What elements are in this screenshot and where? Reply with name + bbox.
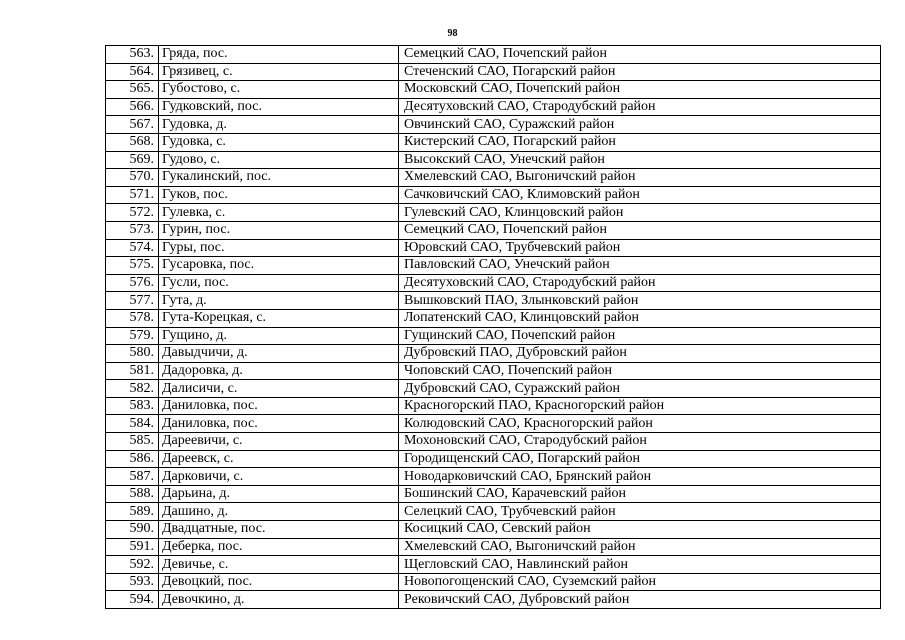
table-row xyxy=(106,345,881,363)
settlement-name: Гуков, пос. xyxy=(159,186,399,204)
settlement-name: Дарьина, д. xyxy=(159,485,399,503)
row-number: 581. xyxy=(106,362,159,380)
district-name: Новопогощенский САО, Суземский район xyxy=(399,573,881,591)
district-name: Дубровский ПАО, Дубровский район xyxy=(399,345,881,363)
settlement-name: Даниловка, пос. xyxy=(159,397,399,415)
settlement-name: Гусли, пос. xyxy=(159,274,399,292)
row-number: 563. xyxy=(106,46,159,64)
district-name: Овчинский САО, Суражский район xyxy=(399,116,881,134)
table-row xyxy=(106,362,881,380)
table-row xyxy=(106,556,881,574)
district-name: Павловский САО, Унечский район xyxy=(399,257,881,275)
table-row xyxy=(106,309,881,327)
settlement-name: Девочкино, д. xyxy=(159,591,399,609)
table-row xyxy=(106,591,881,609)
settlement-name: Гулевка, с. xyxy=(159,204,399,222)
settlement-name: Девичье, с. xyxy=(159,556,399,574)
row-number: 594. xyxy=(106,591,159,609)
table-row xyxy=(106,98,881,116)
district-name: Гущинский САО, Почепский район xyxy=(399,327,881,345)
table-row xyxy=(106,468,881,486)
table-row xyxy=(106,63,881,81)
district-name: Десятуховский САО, Стародубский район xyxy=(399,98,881,116)
table-row xyxy=(106,450,881,468)
settlement-name: Грязивец, с. xyxy=(159,63,399,81)
district-name: Хмелевский САО, Выгоничский район xyxy=(399,169,881,187)
table-row xyxy=(106,521,881,539)
settlement-name: Дареевск, с. xyxy=(159,450,399,468)
district-name: Гулевский САО, Клинцовский район xyxy=(399,204,881,222)
table-row xyxy=(106,239,881,257)
row-number: 589. xyxy=(106,503,159,521)
row-number: 587. xyxy=(106,468,159,486)
row-number: 593. xyxy=(106,573,159,591)
district-name: Бошинский САО, Карачевский район xyxy=(399,485,881,503)
row-number: 574. xyxy=(106,239,159,257)
district-name: Высокский САО, Унечский район xyxy=(399,151,881,169)
row-number: 585. xyxy=(106,433,159,451)
row-number: 586. xyxy=(106,450,159,468)
row-number: 569. xyxy=(106,151,159,169)
district-name: Мохоновский САО, Стародубский район xyxy=(399,433,881,451)
settlement-name: Губостово, с. xyxy=(159,81,399,99)
table-row xyxy=(106,221,881,239)
district-name: Юровский САО, Трубчевский район xyxy=(399,239,881,257)
row-number: 584. xyxy=(106,415,159,433)
district-name: Стеченский САО, Погарский район xyxy=(399,63,881,81)
row-number: 573. xyxy=(106,221,159,239)
table-row xyxy=(106,116,881,134)
row-number: 565. xyxy=(106,81,159,99)
table-row xyxy=(106,46,881,64)
row-number: 566. xyxy=(106,98,159,116)
settlement-name: Дадоровка, д. xyxy=(159,362,399,380)
settlement-name: Гусаровка, пос. xyxy=(159,257,399,275)
district-name: Вышковский ПАО, Злынковский район xyxy=(399,292,881,310)
row-number: 571. xyxy=(106,186,159,204)
row-number: 582. xyxy=(106,380,159,398)
row-number: 583. xyxy=(106,397,159,415)
table-row xyxy=(106,485,881,503)
settlement-name: Гущино, д. xyxy=(159,327,399,345)
row-number: 570. xyxy=(106,169,159,187)
table-row xyxy=(106,274,881,292)
district-name: Семецкий САО, Почепский район xyxy=(399,46,881,64)
district-name: Сачковичский САО, Климовский район xyxy=(399,186,881,204)
row-number: 579. xyxy=(106,327,159,345)
district-name: Семецкий САО, Почепский район xyxy=(399,221,881,239)
table-row xyxy=(106,503,881,521)
row-number: 591. xyxy=(106,538,159,556)
settlement-name: Деберка, пос. xyxy=(159,538,399,556)
row-number: 576. xyxy=(106,274,159,292)
row-number: 564. xyxy=(106,63,159,81)
settlement-name: Гряда, пос. xyxy=(159,46,399,64)
settlement-name: Далисичи, с. xyxy=(159,380,399,398)
row-number: 575. xyxy=(106,257,159,275)
settlement-name: Гурин, пос. xyxy=(159,221,399,239)
district-name: Колюдовский САО, Красногорский район xyxy=(399,415,881,433)
district-name: Красногорский ПАО, Красногорский район xyxy=(399,397,881,415)
settlement-name: Дарковичи, с. xyxy=(159,468,399,486)
district-name: Кистерский САО, Погарский район xyxy=(399,133,881,151)
district-name: Косицкий САО, Севский район xyxy=(399,521,881,539)
settlement-name: Гуры, пос. xyxy=(159,239,399,257)
table-row xyxy=(106,151,881,169)
district-name: Селецкий САО, Трубчевский район xyxy=(399,503,881,521)
table-row xyxy=(106,81,881,99)
row-number: 580. xyxy=(106,345,159,363)
district-name: Московский САО, Почепский район xyxy=(399,81,881,99)
district-name: Хмелевский САО, Выгоничский район xyxy=(399,538,881,556)
table-row xyxy=(106,204,881,222)
district-name: Щегловский САО, Навлинский район xyxy=(399,556,881,574)
settlement-name: Двадцатные, пос. xyxy=(159,521,399,539)
district-name: Лопатенский САО, Клинцовский район xyxy=(399,309,881,327)
district-name: Новодарковичский САО, Брянский район xyxy=(399,468,881,486)
page-number: 98 xyxy=(447,28,458,39)
row-number: 588. xyxy=(106,485,159,503)
row-number: 577. xyxy=(106,292,159,310)
settlement-name: Гудовка, д. xyxy=(159,116,399,134)
table-row xyxy=(106,292,881,310)
settlement-name: Гудовка, с. xyxy=(159,133,399,151)
table-row xyxy=(106,573,881,591)
table-row xyxy=(106,186,881,204)
settlement-name: Девоцкий, пос. xyxy=(159,573,399,591)
settlement-name: Даниловка, пос. xyxy=(159,415,399,433)
row-number: 567. xyxy=(106,116,159,134)
table-row xyxy=(106,380,881,398)
table-row xyxy=(106,169,881,187)
table-row xyxy=(106,415,881,433)
district-name: Дубровский САО, Суражский район xyxy=(399,380,881,398)
district-name: Городищенский САО, Погарский район xyxy=(399,450,881,468)
row-number: 572. xyxy=(106,204,159,222)
district-name: Рековичский САО, Дубровский район xyxy=(399,591,881,609)
settlement-name: Дареевичи, с. xyxy=(159,433,399,451)
settlement-name: Гудковский, пос. xyxy=(159,98,399,116)
settlement-name: Гукалинский, пос. xyxy=(159,169,399,187)
table-row xyxy=(106,257,881,275)
settlement-name: Гудово, с. xyxy=(159,151,399,169)
table-row xyxy=(106,133,881,151)
district-name: Чоповский САО, Почепский район xyxy=(399,362,881,380)
settlements-table xyxy=(105,45,881,609)
row-number: 568. xyxy=(106,133,159,151)
table-row xyxy=(106,397,881,415)
settlement-name: Гута, д. xyxy=(159,292,399,310)
table-row xyxy=(106,538,881,556)
row-number: 578. xyxy=(106,309,159,327)
settlement-name: Дашино, д. xyxy=(159,503,399,521)
settlement-name: Давыдчичи, д. xyxy=(159,345,399,363)
row-number: 590. xyxy=(106,521,159,539)
settlement-name: Гута-Корецкая, с. xyxy=(159,309,399,327)
district-name: Десятуховский САО, Стародубский район xyxy=(399,274,881,292)
table-row xyxy=(106,327,881,345)
row-number: 592. xyxy=(106,556,159,574)
table-row xyxy=(106,433,881,451)
